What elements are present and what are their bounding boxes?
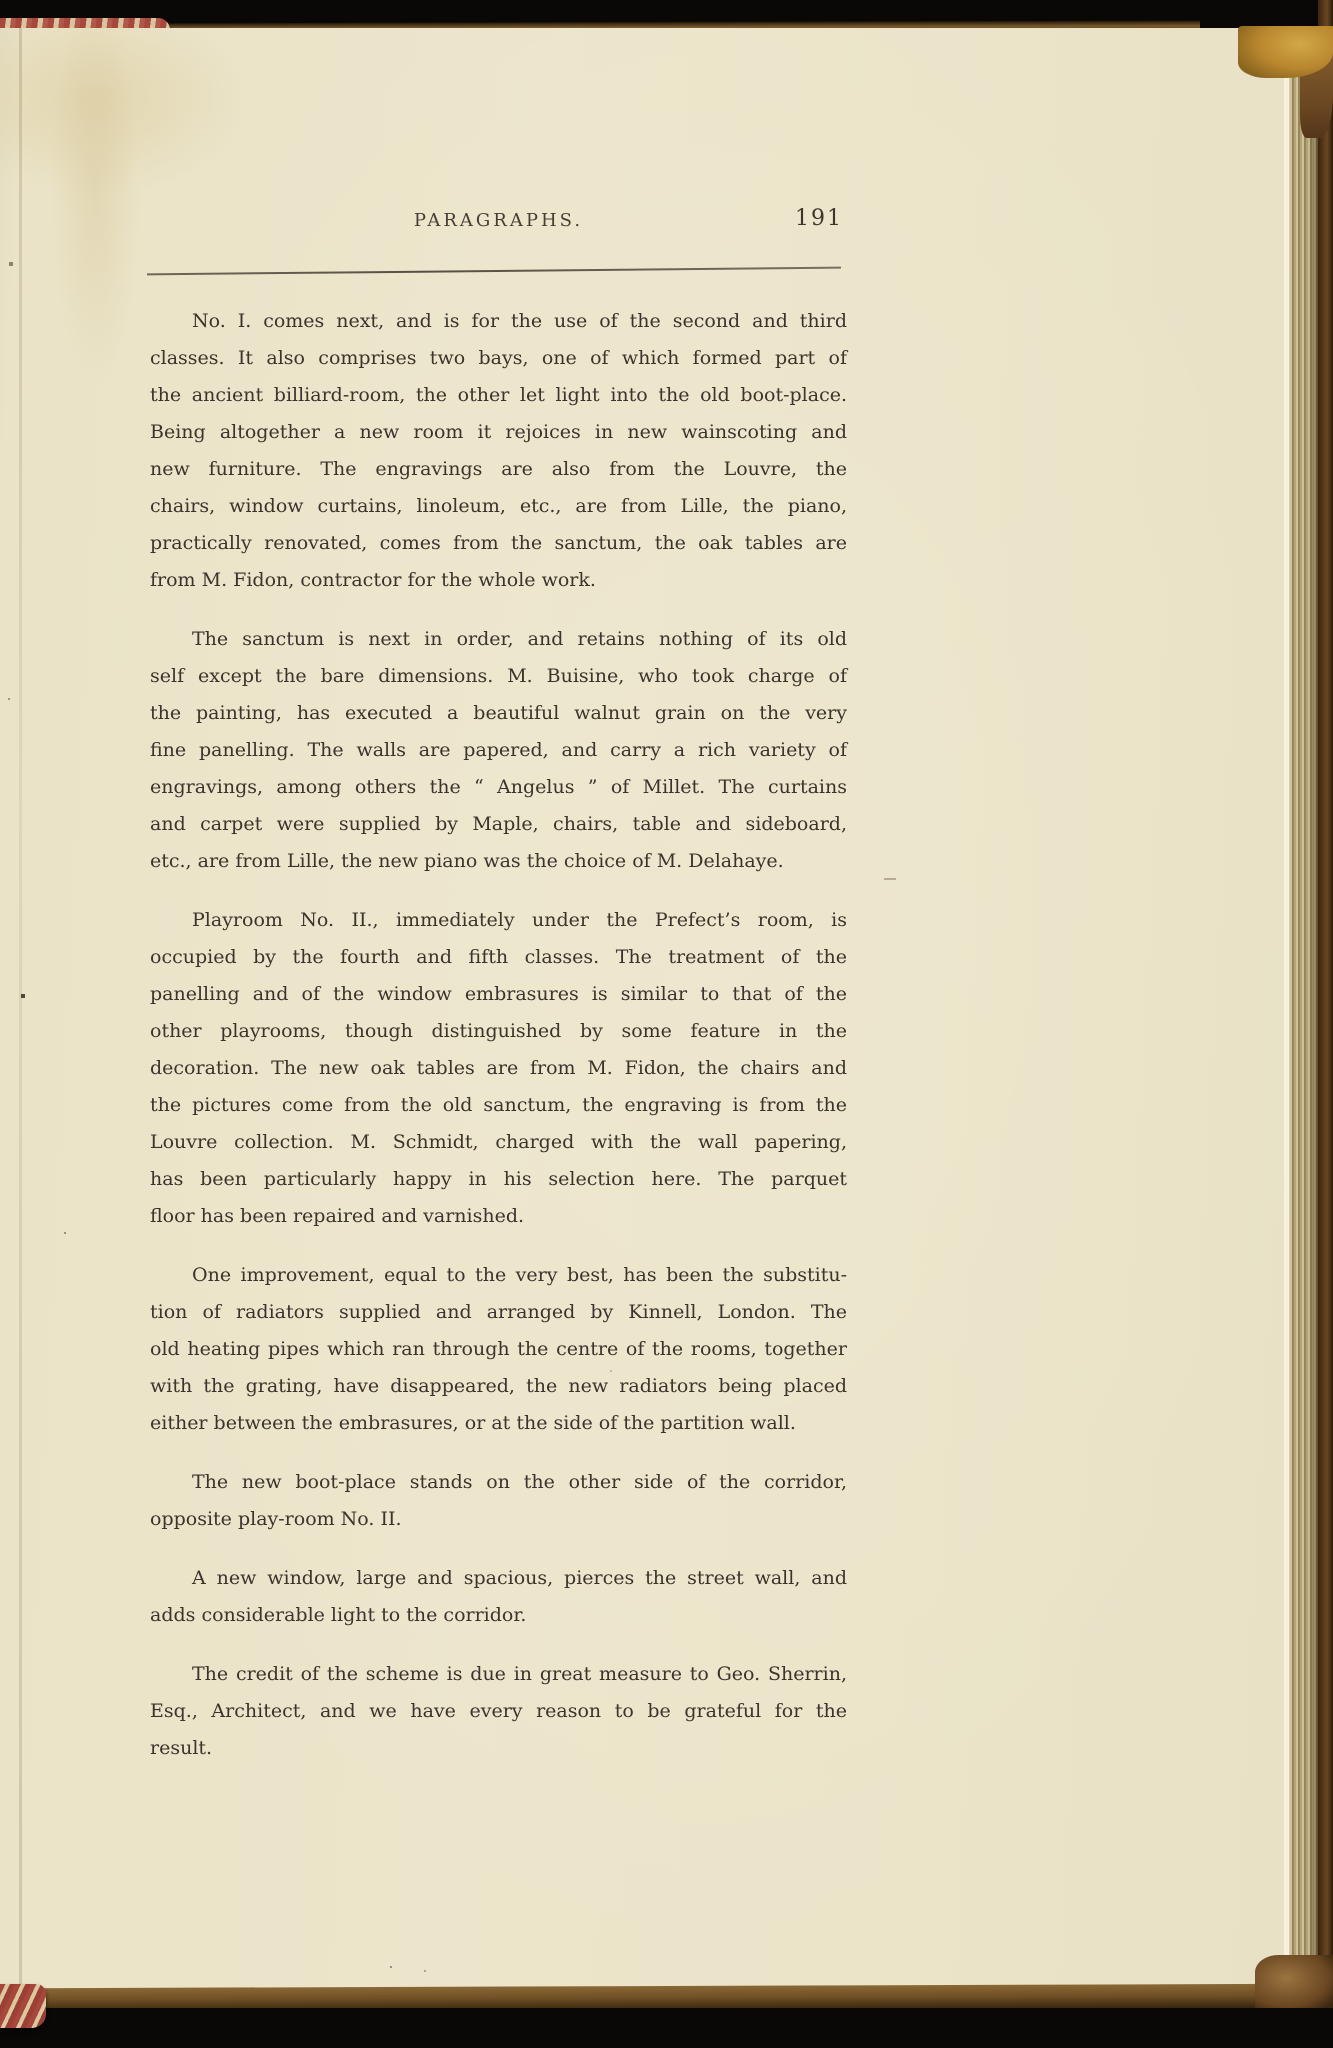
paragraph [150,621,847,880]
text-block [150,303,847,1789]
text-line: tion of radiators supplied and arranged by Kinnell, London. The [150,1301,847,1323]
running-head: PARAGRAPHS. [413,210,584,231]
gilt-edge-corner [1238,26,1333,78]
header-rule [147,267,841,276]
margin-mark [884,878,896,880]
text-line: result. [150,1737,213,1759]
text-line: Being altogether a new room it rejoices in new wainscoting and [150,421,847,443]
text-line: decoration. The new oak tables are from M. Fidon, the chairs and [150,1057,847,1079]
text-line: the painting, has executed a beautiful walnut grain on the very [150,702,847,724]
text-line: classes. It also comprises two bays, one of which formed part of [150,347,847,369]
text-line: floor has been repaired and varnished. [150,1205,525,1227]
text-line: self except the bare dimensions. M. Buisine, who took charge of [150,665,847,687]
paragraph [150,902,847,1235]
paragraph [150,1560,847,1634]
text-line: adds considerable light to the corridor. [150,1604,527,1626]
text-line: engravings, among others the “ Angelus ” of Millet. The curtains [150,776,847,798]
text-line: with the grating, have disappeared, the new radiators being placed [150,1375,847,1397]
text-line: the pictures come from the old sanctum, the engraving is from the [150,1094,847,1116]
text-line: fine panelling. The walls are papered, and carry a rich variety of [150,739,847,761]
paragraph [150,1464,847,1538]
text-line: from M. Fidon, contractor for the whole work. [150,569,596,591]
text-line: has been particularly happy in his selection here. The parquet [150,1168,847,1190]
cover-bottom-right-corner [1255,1955,1333,2013]
text-line: The credit of the scheme is due in great measure to Geo. Sherrin, [192,1663,847,1685]
text-line: either between the embrasures, or at the side of the partition wall. [150,1412,796,1434]
text-line: Louvre collection. M. Schmidt, charged with the wall papering, [150,1131,847,1153]
headband-bottom [0,1984,46,2028]
gutter-crease [19,28,22,1990]
page-stack-edge [1284,28,1320,1976]
text-line: Playroom No. II., immediately under the Prefect’s room, is [192,909,847,931]
text-line: opposite play-room No. II. [150,1508,402,1530]
paragraph [150,1656,847,1767]
text-line: The sanctum is next in order, and retains nothing of its old [192,628,847,650]
text-line: practically renovated, comes from the sanctum, the oak tables are [150,532,847,554]
text-line: old heating pipes which ran through the centre of the rooms, together [150,1338,847,1360]
paragraph [150,1257,847,1442]
text-line: etc., are from Lille, the new piano was the choice of M. Delahaye. [150,850,784,872]
background-bottom [0,2008,1333,2048]
text-line: One improvement, equal to the very best, has been the substitu- [192,1264,847,1286]
book-page [0,28,1284,1990]
text-line: No. I. comes next, and is for the use of the second and third [192,310,847,332]
text-line: the ancient billiard-room, the other let light into the old boot-place. [150,384,847,406]
text-line: other playrooms, though distinguished by some feature in the [150,1020,847,1042]
text-line: chairs, window curtains, linoleum, etc., are from Lille, the piano, [150,495,847,517]
text-line: A new window, large and spacious, pierces the street wall, and [192,1567,847,1589]
cover-right [1318,0,1333,2048]
text-line: and carpet were supplied by Maple, chairs, table and sideboard, [150,813,847,835]
text-line: panelling and of the window embrasures is similar to that of the [150,983,847,1005]
paragraph [150,303,847,599]
text-line: new furniture. The engravings are also from the Louvre, the [150,458,847,480]
paper-specks [0,28,2,30]
text-line: Esq., Architect, and we have every reason to be grateful for the [150,1700,847,1722]
text-line: The new boot-place stands on the other side of the corridor, [192,1471,847,1493]
text-line: occupied by the fourth and fifth classes. The treatment of the [150,946,847,968]
page-number: 191 [795,206,843,231]
